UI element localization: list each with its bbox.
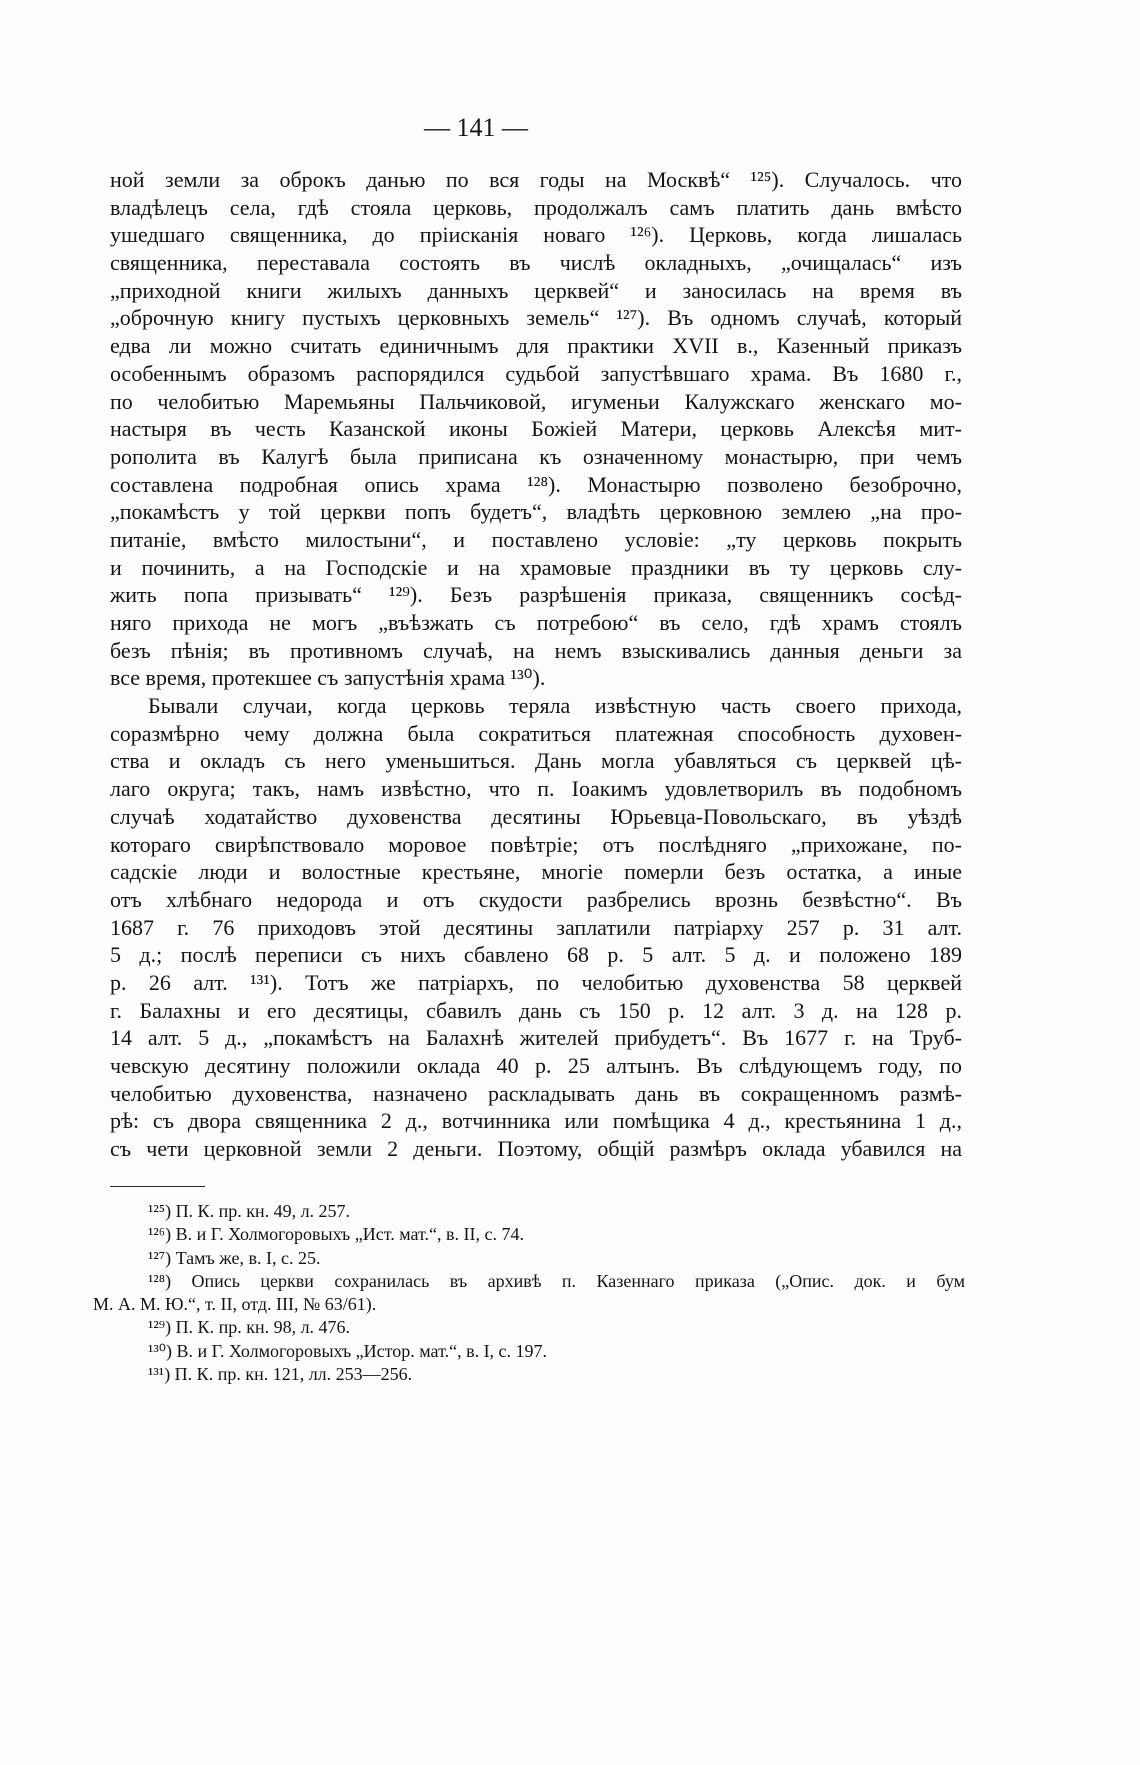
footnote-line: ¹³⁰) В. и Г. Холмогоровыхъ „Истор. мат.“, в. I, с. 197.: [148, 1340, 548, 1361]
body-line: питанiе, вмѣсто милостыни“, и поставлено условiе: „ту церковь покрыть: [110, 526, 962, 552]
body-line: соразмѣрно чему должна была сократиться платежная способность духовен-: [110, 720, 962, 746]
body-line: чевскую десятину положили оклада 40 р. 25 алтынъ. Въ слѣдующемъ году, по: [110, 1053, 962, 1078]
body-line: священника, переставала состоять въ числѣ окладныхъ, „очищалась“ изъ: [110, 250, 962, 276]
body-line: ной земли за оброкъ данью по вся годы на Москвѣ“ ¹²⁵). Случалось. что: [110, 167, 962, 192]
footnote-line: ¹³¹) П. К. пр. кн. 121, лл. 253—256.: [148, 1364, 413, 1385]
body-line-paragraph-end: все время, протекшее съ запустѣнiя храма ¹³⁰).: [110, 665, 546, 691]
footnote-line: ¹²⁸) Опись церкви сохранилась въ архивѣ п. Казеннаго приказа („Опис. док. и бум: [148, 1270, 965, 1291]
footnotes: [93, 1200, 965, 1386]
body-line: безъ пѣнiя; въ противномъ случаѣ, на немъ взыскивались данныя деньги за: [110, 637, 962, 663]
body-line: 14 алт. 5 д., „покамѣстъ на Балахнѣ жителей прибудетъ“. Въ 1677 г. на Труб-: [110, 1025, 962, 1051]
body-line: особеннымъ образомъ распорядился судьбой запустѣвшаго храма. Въ 1680 г.,: [110, 360, 962, 386]
footnote-line: ¹²⁹) П. К. пр. кн. 98, л. 476.: [148, 1317, 351, 1338]
main-text: [110, 166, 962, 1163]
body-line: случаѣ ходатайство духовенства десятины Юрьевца-Повольскаго, въ уѣздѣ: [110, 803, 962, 829]
body-line: владѣлецъ села, гдѣ стояла церковь, продолжалъ самъ платить дань вмѣсто: [110, 194, 962, 220]
footnote-line: ¹²⁵) П. К. пр. кн. 49, л. 257.: [148, 1201, 351, 1221]
body-line: отъ хлѣбнаго недорода и отъ скудости разбрелись врознь безвѣстно“. Въ: [110, 886, 962, 912]
body-line: ушедшаго священника, до прiисканiя новаго ¹²⁶). Церковь, когда лишалась: [110, 222, 962, 248]
body-line: 5 д.; послѣ переписи съ нихъ сбавлено 68 р. 5 алт. 5 д. и положено 189: [110, 942, 962, 968]
footnote-line: ¹²⁷) Тамъ же, в. I, с. 25.: [148, 1247, 321, 1268]
body-line: ства и окладъ съ него уменьшиться. Дань могла убавляться съ церквей цѣ-: [110, 748, 962, 774]
body-line: г. Балахны и его десятицы, сбавилъ дань съ 150 р. 12 алт. 3 д. на 128 р.: [110, 997, 962, 1023]
body-line: настыря въ честь Казанской иконы Божiей Матери, церковь Алексѣя мит-: [110, 416, 962, 442]
body-line: составлена подробная опись храма ¹²⁸). Монастырю позволено безоброчно,: [110, 471, 962, 497]
body-line: челобитью духовенства, назначено раскладывать дань въ сокращенномъ размѣ-: [110, 1080, 962, 1106]
body-line: жить попа призывать“ ¹²⁹). Безъ разрѣшенiя приказа, священникъ сосѣд-: [110, 582, 962, 608]
footnote-line-continuation: М. А. М. Ю.“, т. II, отд. III, № 63/61).: [93, 1294, 377, 1315]
body-line: рѣ: съ двора священника 2 д., вотчинника или помѣщика 4 д., крестьянина 1 д.,: [110, 1108, 962, 1134]
page-number: — 141 —: [424, 113, 528, 142]
footnote-separator: [110, 1186, 205, 1187]
body-line: котораго свирѣпствовало моровое повѣтрiе; отъ послѣдняго „прихожане, по-: [110, 831, 962, 857]
body-line: и починить, а на Господскiе и на храмовые праздники въ ту церковь слу-: [110, 554, 962, 580]
body-line: няго прихода не могъ „въѣзжать съ потребою“ въ село, гдѣ храмъ стоялъ: [110, 610, 962, 635]
body-line: 1687 г. 76 приходовъ этой десятины заплатили патрiарху 257 р. 31 алт.: [110, 914, 962, 940]
body-line-paragraph-start: Бывали случаи, когда церковь теряла извѣстную часть своего прихода,: [148, 693, 962, 719]
footnote-line: ¹²⁶) В. и Г. Холмогоровыхъ „Ист. мат.“, в. II, с. 74.: [148, 1224, 524, 1245]
body-line: „покамѣстъ у той церкви попъ будетъ“, владѣть церковною землею „на про-: [110, 499, 962, 525]
body-line: едва ли можно считать единичнымъ для практики XVII в., Казенный приказъ: [110, 333, 962, 359]
body-line: садскiе люди и волостные крестьяне, многiе померли безъ остатка, а иные: [110, 859, 962, 885]
body-line: „оброчную книгу пустыхъ церковныхъ земель“ ¹²⁷). Въ одномъ случаѣ, который: [110, 305, 962, 331]
body-line: „приходной книги жилыхъ данныхъ церквей“ и заносилась на время въ: [110, 277, 962, 303]
body-line: лаго округа; такъ, намъ извѣстно, что п. Iоакимъ удовлетворилъ въ подобномъ: [110, 776, 962, 802]
body-line: рополита въ Калугѣ была приписана къ означенному монастырю, при чемъ: [110, 443, 962, 469]
body-line: съ чети церковной земли 2 деньги. Поэтому, общiй размѣръ оклада убавился на: [110, 1136, 962, 1162]
body-line: р. 26 алт. ¹³¹). Тотъ же патрiархъ, по челобитью духовенства 58 церквей: [110, 969, 962, 995]
body-line: по челобитью Маремьяны Пальчиковой, игуменьи Калужскаго женскаго мо-: [110, 388, 962, 414]
